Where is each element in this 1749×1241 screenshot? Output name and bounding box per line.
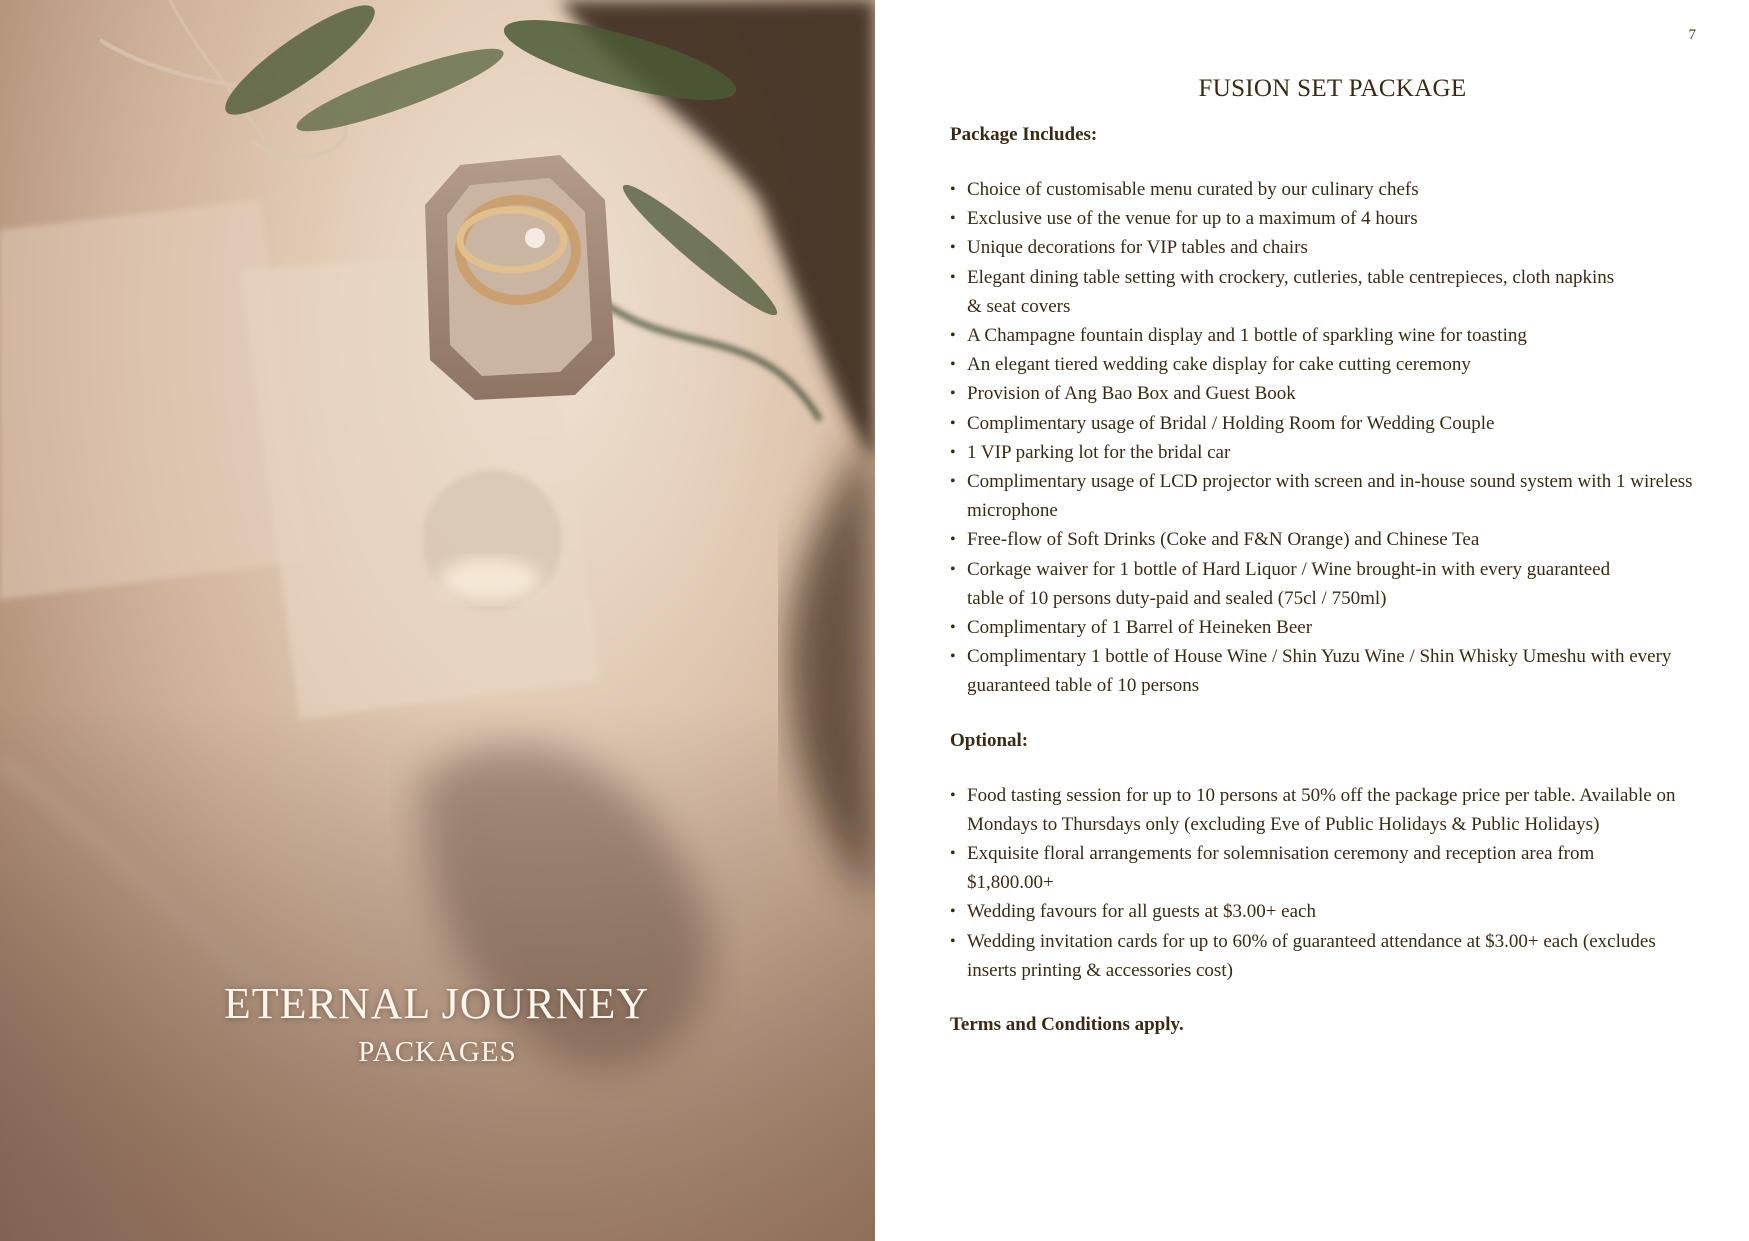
- page-number: 7: [1688, 27, 1696, 43]
- list-item: • Corkage waiver for 1 bottle of Hard Liquor / Wine brought-in with every guaranteed table of 10 persons duty-paid and sealed (75cl / 750ml): [950, 555, 1695, 613]
- list-item: • Elegant dining table setting with crockery, cutleries, table centrepieces, cloth napkins & seat covers: [950, 263, 1695, 321]
- includes-list: [950, 175, 1695, 701]
- optional-heading: Optional:: [950, 729, 1029, 751]
- package-content: [950, 70, 1695, 1055]
- includes-heading: Package Includes:: [950, 124, 1098, 145]
- list-item: • Free-flow of Soft Drinks (Coke and F&N Orange) and Chinese Tea: [950, 525, 1695, 554]
- list-item: • Choice of customisable menu curated by our culinary chefs: [950, 175, 1695, 204]
- terms-note: Terms and Conditions apply.: [950, 1014, 1184, 1036]
- list-item: • Complimentary usage of LCD projector with screen and in-house sound system with 1 wireless microphone: [950, 467, 1695, 525]
- list-item: • 1 VIP parking lot for the bridal car: [950, 438, 1695, 467]
- list-item: • Exclusive use of the venue for up to a maximum of 4 hours: [950, 204, 1695, 233]
- list-item: • Food tasting session for up to 10 persons at 50% off the package price per table. Available on Mondays to Thursdays only (excluding Eve of Public Holidays & Public Holidays): [950, 781, 1695, 839]
- list-item: • Complimentary usage of Bridal / Holding Room for Wedding Couple: [950, 409, 1695, 438]
- list-item: • Complimentary 1 bottle of House Wine / Shin Yuzu Wine / Shin Whisky Umeshu with every guaranteed table of 10 persons: [950, 642, 1695, 700]
- list-item: • An elegant tiered wedding cake display for cake cutting ceremony: [950, 350, 1695, 379]
- list-item: • Provision of Ang Bao Box and Guest Book: [950, 379, 1695, 408]
- list-item: • Exquisite floral arrangements for solemnisation ceremony and reception area from $1,800.00+: [950, 839, 1695, 897]
- optional-list: [950, 781, 1695, 985]
- package-title: FUSION SET PACKAGE: [1198, 75, 1467, 102]
- list-item: • Wedding favours for all guests at $3.00+ each: [950, 897, 1695, 926]
- list-item: • Unique decorations for VIP tables and chairs: [950, 233, 1695, 262]
- list-item: • Complimentary of 1 Barrel of Heineken Beer: [950, 613, 1695, 642]
- list-item: • Wedding invitation cards for up to 60% of guaranteed attendance at $3.00+ each (excludes inserts printing & accessories cost): [950, 927, 1695, 985]
- cover-title: ETERNAL JOURNEY: [223, 979, 650, 1028]
- cover-subtitle: PACKAGES: [358, 1036, 517, 1068]
- list-item: • A Champagne fountain display and 1 bottle of sparkling wine for toasting: [950, 321, 1695, 350]
